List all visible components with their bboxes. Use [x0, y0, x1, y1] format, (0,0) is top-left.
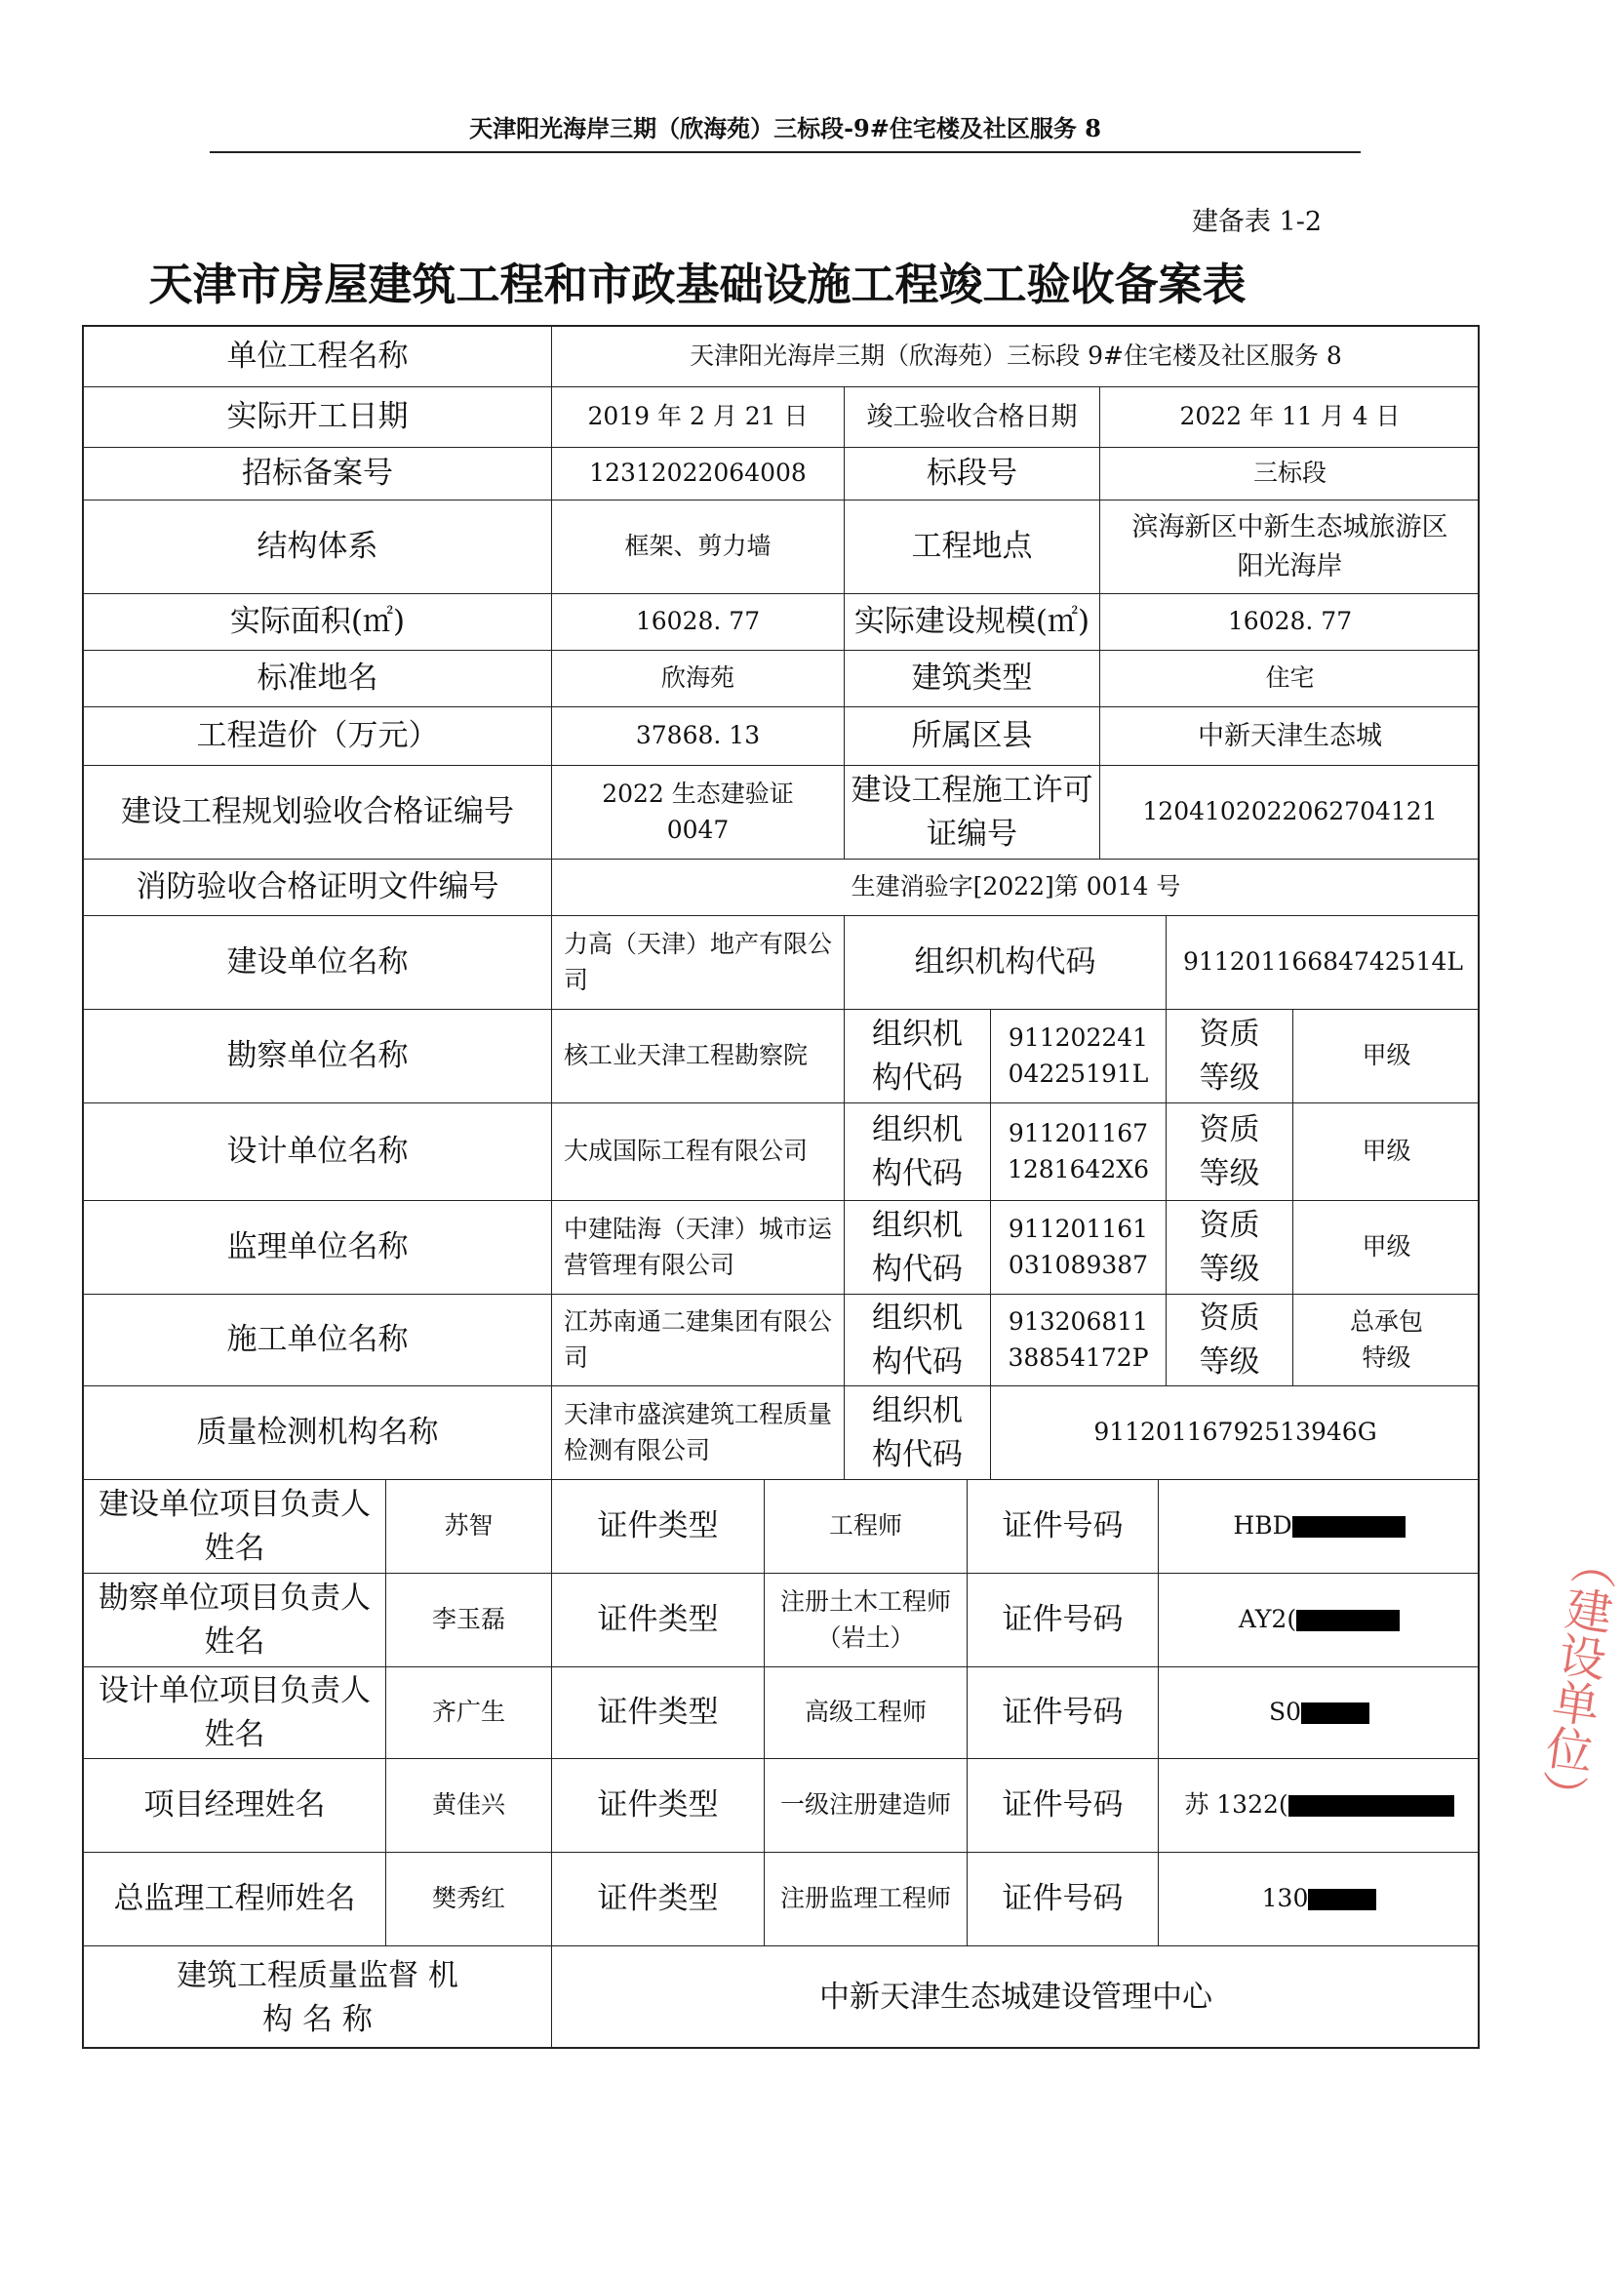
builder-org-label: 建设单位名称 [84, 916, 552, 1010]
redaction-bar [1292, 1516, 1406, 1538]
unit-project-name-value: 天津阳光海岸三期（欣海苑）三标段 9#住宅楼及社区服务 8 [552, 327, 1480, 387]
builder-org-code: 91120116684742514L [1167, 916, 1480, 1010]
survey-lead-name: 李玉磊 [386, 1574, 552, 1667]
actual-scale-value: 16028. 77 [1100, 594, 1480, 651]
district-label: 所属区县 [845, 707, 1100, 766]
planning-cert-label: 建设工程规划验收合格证编号 [84, 766, 552, 860]
design-org-label: 设计单位名称 [84, 1103, 552, 1201]
builder-org-code-label: 组织机构代码 [845, 916, 1167, 1010]
design-lead-cert-no-label: 证件号码 [968, 1667, 1159, 1759]
survey-lead-cert-no: AY2( [1238, 1605, 1297, 1634]
design-grade-label: 资质等级 [1167, 1103, 1293, 1201]
tender-record-label: 招标备案号 [84, 448, 552, 501]
builder-lead-cert-type-label: 证件类型 [552, 1480, 765, 1574]
survey-lead-cert-type-label: 证件类型 [552, 1574, 765, 1667]
project-manager-name: 黄佳兴 [386, 1759, 552, 1853]
redaction-bar [1288, 1795, 1454, 1817]
chief-supervisor-cert-type-label: 证件类型 [552, 1853, 765, 1946]
form-number: 建备表 1-2 [1191, 207, 1322, 237]
construction-grade-label: 资质等级 [1167, 1295, 1293, 1386]
supervision-agency-value: 中新天津生态城建设管理中心 [819, 1980, 1212, 2016]
section-no-label: 标段号 [845, 448, 1100, 501]
construction-org-code: 91320681138854172P [991, 1295, 1167, 1386]
builder-lead-cert-no-label: 证件号码 [968, 1480, 1159, 1574]
cost-label: 工程造价（万元） [84, 707, 552, 766]
survey-grade-label: 资质等级 [1167, 1010, 1293, 1103]
start-date-value: 2019 年 2 月 21 日 [552, 387, 845, 448]
design-lead-name: 齐广生 [386, 1667, 552, 1759]
header-rule [210, 151, 1361, 153]
place-name-value: 欣海苑 [552, 651, 845, 707]
permit-no-value: 12041020220627041​21 [1100, 766, 1480, 860]
design-org-name: 大成国际工程有限公司 [552, 1103, 845, 1201]
builder-lead-cert-no-cell [1159, 1480, 1480, 1574]
location-value: 滨海新区中新生态城旅游区阳光海岸 [1100, 501, 1480, 594]
survey-lead-label: 勘察单位项目负责人姓名 [84, 1574, 386, 1667]
design-lead-cert-no: S0 [1268, 1698, 1302, 1727]
building-type-label: 建筑类型 [845, 651, 1100, 707]
design-org-code-label: 组织机构代码 [845, 1103, 991, 1201]
place-name-label: 标准地名 [84, 651, 552, 707]
builder-lead-label: 建设单位项目负责人姓名 [84, 1480, 386, 1574]
supervision-org-code-label: 组织机构代码 [845, 1201, 991, 1295]
fire-cert-value: 生建消验字[2022]第 0014 号 [552, 860, 1480, 916]
project-manager-cert-no-cell [1159, 1759, 1480, 1853]
red-seal-stamp [1522, 1536, 1622, 1859]
construction-org-label: 施工单位名称 [84, 1295, 552, 1386]
testing-org-name: 天津市盛滨建筑工程质量检测有限公司 [552, 1386, 845, 1480]
supervision-agency-label: 建筑工程质量监督 机 构 名 称 [84, 1946, 552, 2049]
survey-lead-cert-no-label: 证件号码 [968, 1574, 1159, 1667]
supervision-grade-label: 资质等级 [1167, 1201, 1293, 1295]
start-date-label: 实际开工日期 [84, 387, 552, 448]
planning-cert-value: 2022 生态建验证 0047 [552, 766, 845, 860]
district-value: 中新天津生态城 [1100, 707, 1480, 766]
design-lead-cert-type-label: 证件类型 [552, 1667, 765, 1759]
unit-project-name-label: 单位工程名称 [84, 327, 552, 387]
stamp-text: （建设单位） [1528, 1536, 1622, 1822]
structure-label: 结构体系 [84, 501, 552, 594]
design-lead-cert-type: 高级工程师 [765, 1667, 968, 1759]
survey-org-name: 核工业天津工程勘察院 [552, 1010, 845, 1103]
actual-area-value: 16028. 77 [552, 594, 845, 651]
testing-org-label: 质量检测机构名称 [84, 1386, 552, 1480]
chief-supervisor-cert-no: 130 [1261, 1884, 1309, 1913]
design-lead-label: 设计单位项目负责人姓名 [84, 1667, 386, 1759]
page-title: 天津市房屋建筑工程和市政基础设施工程竣工验收备案表 [148, 259, 1247, 310]
supervision-grade: 甲级 [1293, 1201, 1480, 1295]
testing-org-code-label: 组织机构代码 [845, 1386, 991, 1480]
location-label: 工程地点 [845, 501, 1100, 594]
supervision-org-code: 911201161031089387 [991, 1201, 1167, 1295]
project-manager-cert-type-label: 证件类型 [552, 1759, 765, 1853]
design-org-code: 9112011671281642X6 [991, 1103, 1167, 1201]
redaction-bar [1301, 1702, 1369, 1724]
structure-value: 框架、剪力墙 [552, 501, 845, 594]
redaction-bar [1296, 1610, 1400, 1631]
survey-lead-cert-type: 注册土木工程师（岩土） [765, 1574, 968, 1667]
project-manager-label: 项目经理姓名 [84, 1759, 386, 1853]
design-grade: 甲级 [1293, 1103, 1480, 1201]
building-type-value: 住宅 [1100, 651, 1480, 707]
chief-supervisor-cert-no-label: 证件号码 [968, 1853, 1159, 1946]
chief-supervisor-name: 樊秀红 [386, 1853, 552, 1946]
cost-value: 37868. 13 [552, 707, 845, 766]
testing-org-code: 91120116792513946G [991, 1386, 1480, 1480]
supervision-org-name: 中建陆海（天津）城市运营管理有限公司 [552, 1201, 845, 1295]
project-manager-cert-no: 苏 1322( [1184, 1790, 1288, 1820]
actual-area-label: 实际面积(㎡) [84, 594, 552, 651]
section-no-value: 三标段 [1100, 448, 1480, 501]
fire-cert-label: 消防验收合格证明文件编号 [84, 860, 552, 916]
supervision-org-label: 监理单位名称 [84, 1201, 552, 1295]
design-lead-cert-no-cell [1159, 1667, 1480, 1759]
permit-no-label: 建设工程施工许可证编号 [845, 766, 1100, 860]
survey-org-code-label: 组织机构代码 [845, 1010, 991, 1103]
chief-supervisor-cert-no-cell [1159, 1853, 1480, 1946]
survey-org-code: 91120224104225191L [991, 1010, 1167, 1103]
survey-org-label: 勘察单位名称 [84, 1010, 552, 1103]
running-header: 天津阳光海岸三期（欣海苑）三标段-9#住宅楼及社区服务 8 [469, 114, 1101, 142]
builder-org-name: 力高（天津）地产有限公司 [552, 916, 845, 1010]
actual-scale-label: 实际建设规模(㎡) [845, 594, 1100, 651]
chief-supervisor-label: 总监理工程师姓名 [84, 1853, 386, 1946]
project-manager-cert-no-label: 证件号码 [968, 1759, 1159, 1853]
construction-grade: 总承包特级 [1293, 1295, 1480, 1386]
chief-supervisor-cert-type: 注册监理工程师 [765, 1853, 968, 1946]
project-manager-cert-type: 一级注册建造师 [765, 1759, 968, 1853]
builder-lead-cert-type: 工程师 [765, 1480, 968, 1574]
construction-org-name: 江苏南通二建集团有限公司 [552, 1295, 845, 1386]
tender-record-value: 12312022064008 [552, 448, 845, 501]
acceptance-date-label: 竣工验收合格日期 [845, 387, 1100, 448]
acceptance-date-value: 2022 年 11 月 4 日 [1100, 387, 1480, 448]
builder-lead-cert-no: HBD [1233, 1511, 1292, 1541]
survey-lead-cert-no-cell [1159, 1574, 1480, 1667]
redaction-bar [1308, 1889, 1376, 1910]
construction-org-code-label: 组织机构代码 [845, 1295, 991, 1386]
record-form-table [82, 325, 1480, 2049]
survey-grade: 甲级 [1293, 1010, 1480, 1103]
builder-lead-name: 苏智 [386, 1480, 552, 1574]
